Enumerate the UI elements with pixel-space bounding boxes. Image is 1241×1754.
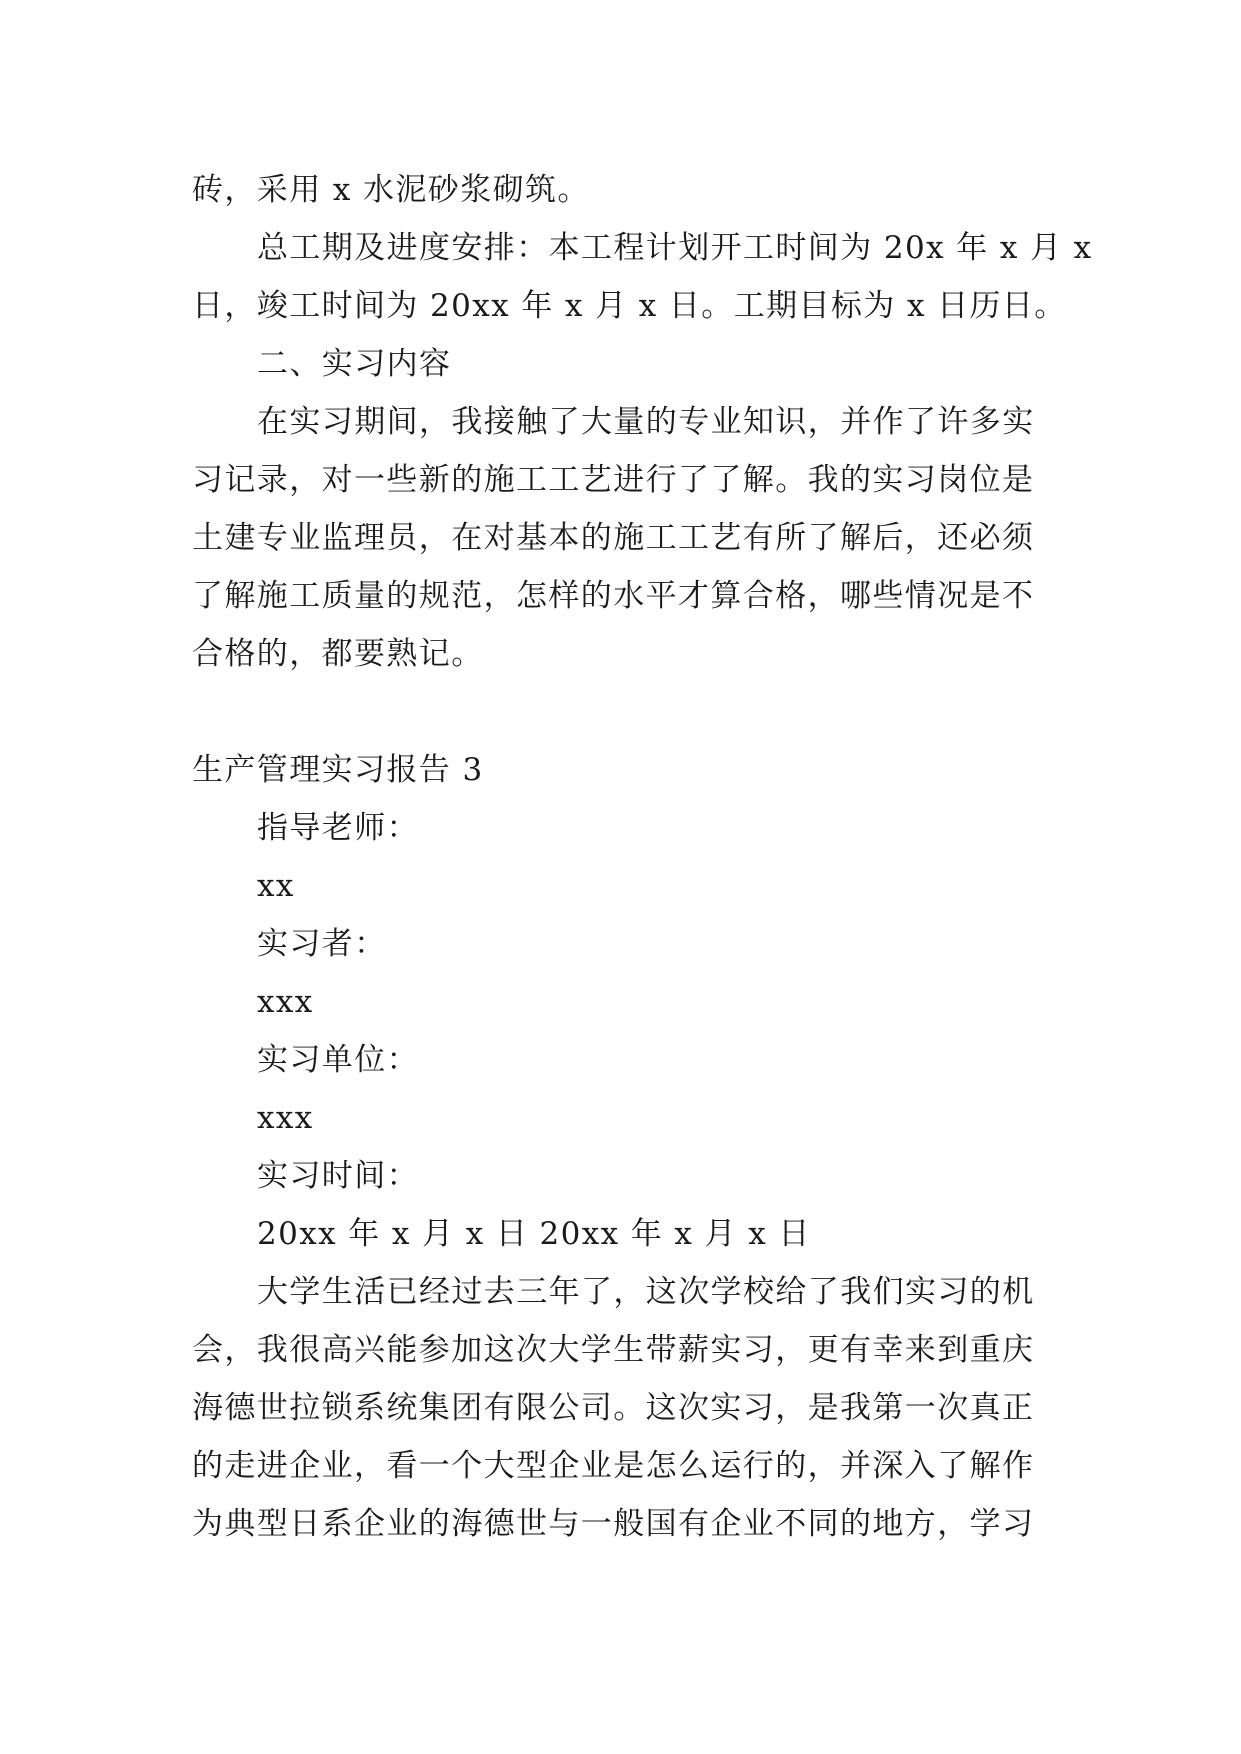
text-line: 为典型日系企业的海德世与一般国有企业不同的地方，学习 bbox=[192, 1506, 1035, 1542]
text-line: 大学生活已经过去三年了，这次学校给了我们实习的机 bbox=[257, 1274, 1035, 1310]
text-line: 的走进企业，看一个大型企业是怎么运行的，并深入了解作 bbox=[192, 1448, 1035, 1484]
text-line: 砖，采用 x 水泥砂浆砌筑。 bbox=[192, 172, 590, 208]
field-value: xx bbox=[257, 868, 295, 904]
text-line: 总工期及进度安排：本工程计划开工时间为 20x 年 x 月 x bbox=[257, 230, 1093, 266]
field-value: xxx bbox=[257, 1100, 314, 1136]
field-value: xxx bbox=[257, 984, 314, 1020]
field-label: 实习时间： bbox=[257, 1158, 419, 1194]
text-line: 日，竣工时间为 20xx 年 x 月 x 日。工期目标为 x 日历日。 bbox=[192, 288, 1067, 324]
field-label: 指导老师： bbox=[257, 810, 419, 846]
text-line: 海德世拉锁系统集团有限公司。这次实习，是我第一次真正 bbox=[192, 1390, 1035, 1426]
text-line: 合格的，都要熟记。 bbox=[192, 636, 484, 672]
field-label: 实习单位： bbox=[257, 1042, 419, 1078]
text-line: 习记录，对一些新的施工工艺进行了了解。我的实习岗位是 bbox=[192, 462, 1035, 498]
text-line: 在实习期间，我接触了大量的专业知识，并作了许多实 bbox=[257, 404, 1035, 440]
text-line: 土建专业监理员，在对基本的施工工艺有所了解后，还必须 bbox=[192, 520, 1035, 556]
section-heading: 二、实习内容 bbox=[257, 346, 452, 382]
text-line: 了解施工质量的规范，怎样的水平才算合格，哪些情况是不 bbox=[192, 578, 1035, 614]
text-line: 会，我很高兴能参加这次大学生带薪实习，更有幸来到重庆 bbox=[192, 1332, 1035, 1368]
report-title: 生产管理实习报告 3 bbox=[192, 752, 484, 788]
field-label: 实习者： bbox=[257, 926, 387, 962]
field-value: 20xx 年 x 月 x 日 20xx 年 x 月 x 日 bbox=[257, 1216, 811, 1252]
